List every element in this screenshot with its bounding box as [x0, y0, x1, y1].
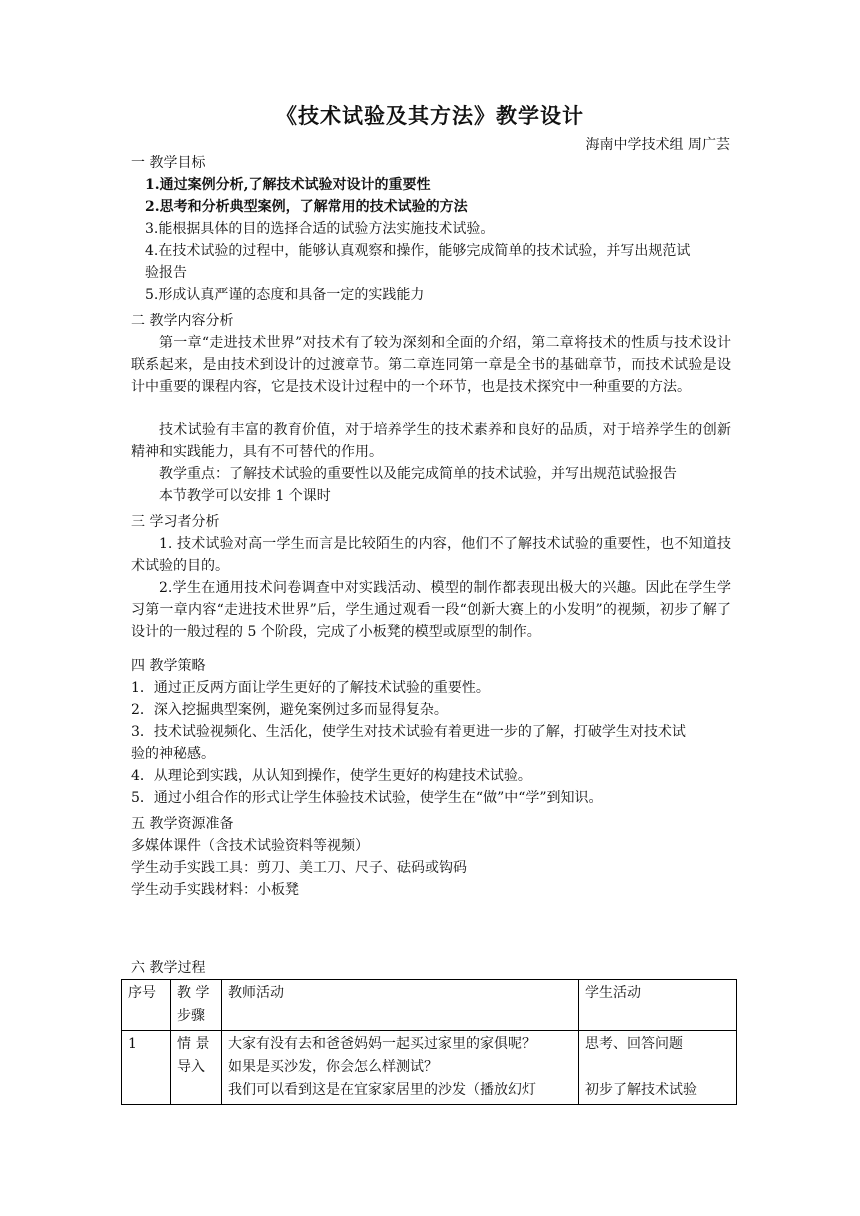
resource-item: 多媒体课件（含技术试验资料等视频） [131, 838, 369, 854]
header-cell-number: 序号 [122, 980, 171, 1031]
strategy-item: 5．通过小组合作的形式让学生体验技术试验，使学生在“做”中“学”到知识。 [131, 790, 603, 806]
objective-item: 5.形成认真严谨的态度和具备一定的实践能力 [145, 287, 425, 303]
table-header-row [122, 980, 737, 1031]
section-heading-strategy: 四 教学策略 [131, 658, 206, 674]
student-line [585, 1056, 730, 1079]
teacher-line: 如果是买沙发，你会怎么样测试？ [228, 1059, 438, 1075]
document-title: 《技术试验及其方法》教学设计 [276, 103, 584, 128]
teaching-process-table [121, 979, 737, 1105]
learner-paragraph: 2.学生在通用技术问卷调查中对实践活动、模型的制作都表现出极大的兴趣。因此在学生学习第一章内容“走进技术世界”后，学生通过观看一段“创新大赛上的小发明”的视频，初步了解了设计的一般过程的 5 个阶段，完成了小板凳的模型或原型的制作。 [131, 580, 731, 640]
key-point-line: 教学重点：了解技术试验的重要性以及能完成简单的技术试验，并写出规范试验报告 [159, 466, 677, 482]
objective-item: 验报告 [145, 265, 187, 281]
header-cell-step: 教 学 步骤 [171, 980, 222, 1031]
strategy-item: 1．通过正反两方面让学生更好的了解技术试验的重要性。 [131, 680, 490, 696]
section-heading-resources: 五 教学资源准备 [131, 816, 234, 832]
row-step: 情 景 导入 [171, 1031, 222, 1105]
lesson-time-line: 本节教学可以安排 1 个课时 [159, 488, 331, 504]
objective-item: 3.能根据具体的目的选择合适的试验方法实施技术试验。 [145, 221, 495, 237]
strategy-item: 4．从理论到实践，从认知到操作，使学生更好的构建技术试验。 [131, 768, 532, 784]
content-paragraph: 第一章“走进技术世界”对技术有了较为深刻和全面的介绍，第二章将技术的性质与技术设计联系起来，是由技术到设计的过渡章节。第二章连同第一章是全书的基础章节，而技术试验是设计中重要的课程内容，它是技术设计过程中的一个环节，也是技术探究中一种重要的方法。 [131, 335, 731, 395]
resource-item: 学生动手实践工具：剪刀、美工刀、尺子、砝码或钩码 [131, 860, 467, 876]
table-row [122, 1031, 737, 1105]
student-line: 初步了解技术试验 [585, 1082, 697, 1098]
resource-item: 学生动手实践材料：小板凳 [131, 882, 299, 898]
objective-item: 1.通过案例分析,了解技术试验对设计的重要性 [145, 177, 431, 193]
teacher-line: 大家有没有去和爸爸妈妈一起买过家里的家俱呢？ [228, 1036, 536, 1052]
section-heading-process: 六 教学过程 [131, 960, 206, 976]
author-line: 海南中学技术组 周广芸 [585, 137, 730, 153]
objective-item: 2.思考和分析典型案例，了解常用的技术试验的方法 [145, 199, 468, 215]
header-cell-student: 学生活动 [579, 980, 737, 1031]
row-student-activity [579, 1031, 737, 1105]
section-heading-learner-analysis: 三 学习者分析 [131, 514, 220, 530]
strategy-item: 3．技术试验视频化、生活化，使学生对技术试验有着更进一步的了解，打破学生对技术试 [131, 724, 686, 740]
row-teacher-activity [222, 1031, 579, 1105]
objective-item: 4.在技术试验的过程中，能够认真观察和操作，能够完成简单的技术试验，并写出规范试 [145, 243, 691, 259]
learner-paragraph: 1. 技术试验对高一学生而言是比较陌生的内容，他们不了解技术试验的重要性，也不知道技术试验的目的。 [131, 536, 731, 574]
content-paragraph: 技术试验有丰富的教育价值，对于培养学生的技术素养和良好的品质，对于培养学生的创新精神和实践能力，具有不可替代的作用。 [131, 422, 731, 460]
section-heading-content-analysis: 二 教学内容分析 [131, 313, 234, 329]
teacher-line: 我们可以看到这是在宜家家居里的沙发（播放幻灯 [228, 1082, 536, 1098]
section-heading-objectives: 一 教学目标 [131, 155, 206, 171]
strategy-item: 验的神秘感。 [131, 746, 215, 762]
row-number: 1 [122, 1031, 171, 1105]
student-line: 思考、回答问题 [585, 1036, 683, 1052]
header-cell-teacher: 教师活动 [222, 980, 579, 1031]
strategy-item: 2．深入挖掘典型案例，避免案例过多而显得复杂。 [131, 702, 448, 718]
